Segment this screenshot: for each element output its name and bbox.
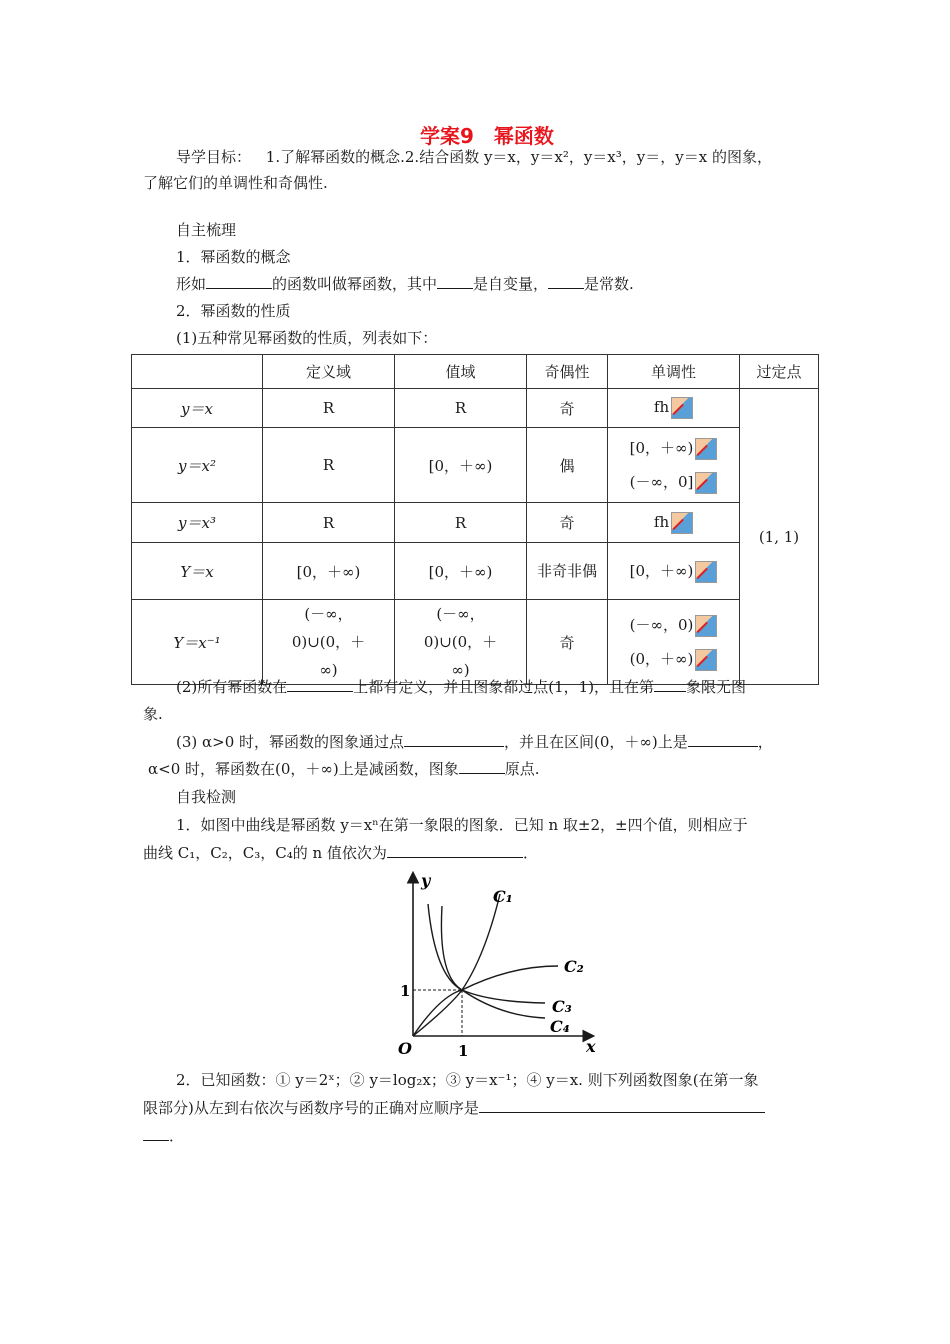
blank-point[interactable] [404, 732, 504, 747]
broken-image-icon [671, 397, 693, 419]
domain-cell: (－∞，0)∪(0，＋∞) [263, 600, 395, 685]
label-c3: C₃ [552, 997, 572, 1016]
x-axis-label: x [586, 1037, 596, 1056]
table-row [132, 600, 819, 685]
item2-sub3-line2 [148, 758, 540, 779]
header-cell-empty [132, 355, 263, 389]
func-cell: Y＝x⁻¹ [132, 600, 263, 685]
goal-label: 导学目标： [176, 148, 252, 166]
q2-line2 [143, 1097, 765, 1118]
item1-text-c: 是自变量， [473, 275, 549, 293]
mono-value: (－∞，0] [629, 473, 694, 491]
parity-cell: 偶 [527, 428, 608, 503]
table-row [132, 428, 819, 503]
item2-sub1: (1)五种常见幂函数的性质，列表如下： [176, 329, 438, 347]
mono-cell [608, 428, 740, 503]
sub3-text-b: ，并且在区间(0，＋∞)上是 [504, 733, 688, 751]
header-range: 值域 [395, 355, 527, 389]
mono-cell [608, 503, 740, 543]
item1-body [176, 273, 634, 294]
broken-image-icon [671, 512, 693, 534]
func-cell: y＝x [132, 389, 263, 428]
q1-line1: 1．如图中曲线是幂函数 y＝xⁿ在第一象限的图象．已知 n 取±2，±四个值，则相应于 [176, 816, 748, 834]
q2-text-b: 限部分)从左到右依次与函数序号的正确对应顺序是 [143, 1099, 479, 1117]
sub2-text-c: 象限无图 [686, 678, 747, 696]
mono-cell [608, 543, 740, 600]
item2-title: 2．幂函数的性质 [176, 302, 291, 320]
table-row [132, 389, 819, 428]
range-cell: R [395, 503, 527, 543]
domain-cell: R [263, 503, 395, 543]
blank-origin[interactable] [459, 759, 505, 774]
parity-cell: 非奇非偶 [527, 543, 608, 600]
domain-cell: [0，＋∞) [263, 543, 395, 600]
broken-image-icon [695, 438, 717, 460]
blank-order-continued[interactable] [143, 1126, 169, 1141]
sub3-text-c: ， [757, 733, 773, 751]
q1-line2 [143, 842, 538, 863]
power-function-graph [380, 866, 610, 1066]
curve-c4 [441, 906, 545, 1018]
blank-constant[interactable] [548, 274, 584, 289]
blank-monotonic[interactable] [688, 732, 758, 747]
sub3-text-a: (3) α>0 时，幂函数的图象通过点 [176, 733, 405, 751]
domain-cell: R [263, 428, 395, 503]
item2-sub2-line2: 象. [143, 705, 163, 723]
q2-text-c: ． [169, 1127, 185, 1145]
item1-text-d: 是常数. [584, 275, 634, 293]
goal-line-1 [176, 146, 772, 167]
func-cell: y＝x² [132, 428, 263, 503]
sub3-text-d: α<0 时，幂函数在(0，＋∞)上是减函数，图象 [148, 760, 459, 778]
blank-variable[interactable] [437, 274, 473, 289]
q1-text-c: ． [522, 844, 538, 862]
fixed-point-cell: (1, 1) [740, 389, 819, 685]
func-cell: Y＝x [132, 543, 263, 600]
range-cell: R [395, 389, 527, 428]
mono-value: [0，＋∞) [629, 561, 694, 580]
mono-cell [608, 600, 740, 685]
sub2-text-a: (2)所有幂函数在 [176, 678, 288, 696]
item1-text-a: 形如 [176, 275, 207, 293]
mono-value: fh [653, 398, 670, 416]
func-cell: y＝x³ [132, 503, 263, 543]
section-self-check: 自我检测 [176, 788, 237, 806]
header-parity: 奇偶性 [527, 355, 608, 389]
y-axis-label: y [421, 871, 431, 890]
properties-table [131, 354, 819, 685]
blank-defined-interval[interactable] [287, 677, 353, 692]
table-header-row [132, 355, 819, 389]
blank-n-values[interactable] [387, 843, 523, 858]
item2-sub2-line1 [176, 676, 746, 697]
q2-line3 [143, 1125, 184, 1146]
broken-image-icon [695, 615, 717, 637]
goal-text: 1.了解幂函数的概念.2.结合函数 y＝x，y＝x²，y＝x³，y＝，y＝x 的图象， [265, 148, 772, 166]
q1-text-b: 曲线 C₁，C₂，C₃，C₄的 n 值依次为 [143, 844, 387, 862]
label-c4: C₄ [550, 1017, 570, 1036]
parity-cell: 奇 [527, 389, 608, 428]
broken-image-icon [695, 472, 717, 494]
label-c2: C₂ [564, 957, 584, 976]
range-cell: [0，＋∞) [395, 543, 527, 600]
broken-image-icon [695, 561, 717, 583]
label-c1: C₁ [493, 887, 513, 906]
curve-c1 [413, 894, 500, 1036]
mono-value: (0，＋∞) [629, 650, 694, 668]
blank-order[interactable] [479, 1098, 765, 1113]
blank-quadrant[interactable] [654, 677, 686, 692]
mono-value: (－∞，0) [629, 616, 694, 634]
mono-value: [0，＋∞) [629, 439, 694, 457]
curve-c2 [413, 966, 558, 1036]
header-fixed-point: 过定点 [740, 355, 819, 389]
parity-cell: 奇 [527, 503, 608, 543]
q2-line1: 2．已知函数：① y＝2ˣ；② y＝log₂x；③ y＝x⁻¹；④ y＝x. 则下列函数图象(在第一象 [176, 1071, 759, 1089]
item1-title: 1．幂函数的概念 [176, 248, 291, 266]
section-self-study: 自主梳理 [176, 221, 237, 239]
origin-label: O [398, 1039, 412, 1058]
tick-y-1: 1 [400, 982, 411, 1000]
mono-value: fh [653, 512, 670, 531]
blank-form[interactable] [206, 274, 272, 289]
sub3-text-e: 原点. [504, 760, 540, 778]
range-cell: [0，＋∞) [395, 428, 527, 503]
header-domain: 定义域 [263, 355, 395, 389]
tick-x-1: 1 [458, 1042, 469, 1060]
broken-image-icon [695, 649, 717, 671]
curve-c3 [428, 904, 545, 1003]
table-row [132, 543, 819, 600]
parity-cell: 奇 [527, 600, 608, 685]
mono-cell [608, 389, 740, 428]
range-cell: (－∞，0)∪(0，＋∞) [395, 600, 527, 685]
page-title: 学案9 幂函数 [420, 124, 554, 148]
item1-text-b: 的函数叫做幂函数，其中 [272, 275, 438, 293]
item2-sub3-line1 [176, 731, 773, 752]
header-monotonicity: 单调性 [608, 355, 740, 389]
sub2-text-b: 上都有定义，并且图象都过点(1，1)，且在第 [353, 678, 655, 696]
table-row [132, 503, 819, 543]
goal-line-2: 了解它们的单调性和奇偶性. [143, 174, 328, 192]
domain-cell: R [263, 389, 395, 428]
